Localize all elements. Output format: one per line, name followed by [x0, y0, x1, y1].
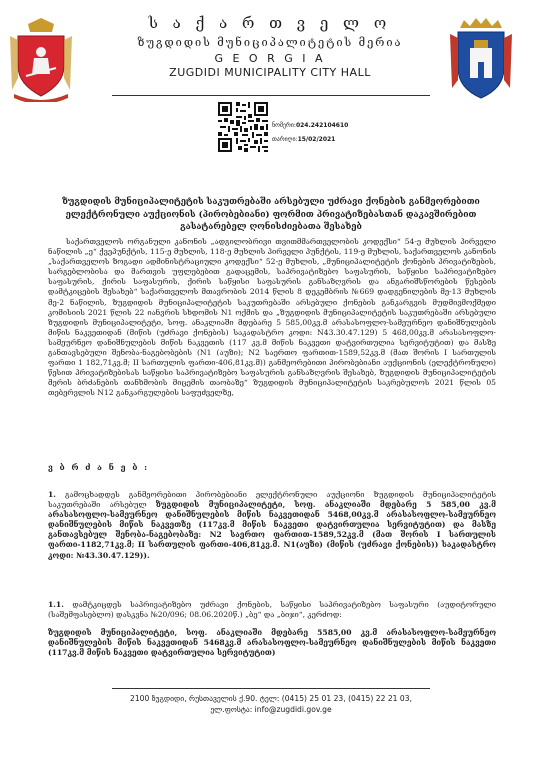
clause-1-1-number: 1.1. [48, 600, 64, 609]
preamble-paragraph: საქართველოს ორგანული კანონის „ადგილობრივი თვითმმართველობის კოდექსი“ 54-ე მუხლის პირველი ნაწილის „ე“ ქვეპუნქტის, 115-ე მუხლის, 118-ე მუხლის პირველი პუნქტის, 119-ე მუხლის, საქართველოს კანონის „საქართველოს ზოგადი ადმინისტრაციული კოდექსი“ 52-ე მუხლის, „მუნიციპალიტეტის ქონების პრივატიზების, სარგებლობისა და მართვის უფლებებით გადაცემის, საპრივატიზებო საფასურის, საწყისი საპრივატიზებო საფასურის, ქირის საფასურის, ქირის საწყისი საფასურის განსაზღვრის და ანგარიშსწორების წესების დამტკიცების შესახებ“ საქართველოს მთავრობის 2014 წლის 8 დეკემბრის №669 დადგენილების მე-13 მუხლის მე-2 ნაწილის, ზუგდიდის მუნიციპალიტეტის საკუთრებაში არსებული ქონების განკარგვის მუდმივმოქმედი კომისიის 2021 წლის 22 იანვრის სხდომის N1 ოქმის და „ზუგდიდის მუნიციპალიტეტის საკუთრებაში არსებული ზუგდიდის მუნიციპალიტეტი, სოფ. ანაკლიაში მდებარე 5 585,00კვ.მ არასასოფლო-სამეურნეო დანიშნულების მიწის ნაკვეთიდან (მიწის (უძრავი ქონების) საკადასტრო კოდი: N43.30.47.129) 5 468,00კვ.მ არასასოფლო-სამეურნეო დანიშნულების მიწის ნაკვეთის (117 კვ.მ მიწის ნაკვეთი დატვირთულია სერვიტუტით) და მასზე განთავსებული შენობა-ნაგებობების (N1 (აუზი); N2 საერთო ფართით-1589,52კვ.მ (მათ შორის I სართულის ფართი 1 182,71კვ.მ; II სართულის ფართი-406,81კვ.მ)) განმეორებითი პირობებიანი აუქციონის (ელექტრონული) წესით პრივატიზებისას საწყისი საპრივატიზებო საფასურის განსაზღვრის შესახებ, ზუგდიდის მუნიციპალიტეტის მერის ბრძანების თანხმობის მიცემის თაობაზე“ ზუგდიდის მუნიციპალიტეტის საკრებულოს 2021 წლის 05 თებერვლის N12 განკარგულების საფუძველზე, [48, 237, 496, 398]
letterhead [0, 0, 542, 105]
clause-1-1-text: დამტკიცდეს საპრივატიზებო უძრავი ქონების, საწყისი საპრივატიზებო საფასური (აუდიტორული (საშემფასებლო) დასკვნა №20/096; 08.06.2020წ.) „ბე“ და „ბიჯი“, კერძოდ: [48, 600, 496, 620]
country-name-ka: ს ა ქ ა რ თ ვ ე ლ ო [148, 14, 392, 32]
clause-1-number: 1. [48, 490, 56, 499]
document-title: ზუგდიდის მუნიციპალიტეტის საკუთრებაში არსებული უძრავი ქონების განმეორებითი ელექტრონული აუქციონის (პირობებიანი) ფორმით პრივატიზებასთან დაკავშირებით გასატარებელ ღონისძიებათა შესახებ [62, 197, 480, 232]
clause-1-text: გამოცხადდეს განმეორებითი პირობებიანი ელექტრონული აუქციონი ზუგდიდის მუნიციპალიტეტის საკუთრებაში არსებულ [48, 490, 496, 510]
order-heading: ვ ბ რ ძ ა ნ ე ბ : [48, 462, 150, 472]
qr-code-icon [218, 102, 268, 152]
property-description: ზუგდიდის მუნიციპალიტეტი, სოფ. ანაკლიაში მდებარე 5585,00 კვ.მ არასასოფლო-სამეურნეო დანიშნულების მიწის ნაკვეთიდან 5468კვ.მ არასასოფლო-სამეურნეო დანიშნულების მიწის ნაკვეთი (117კვ.მ მიწის ნაკვეთი დატვირთულია სერვიტუტით) [48, 628, 496, 658]
org-name-en: ZUGDIDI MUNICIPALITY CITY HALL [169, 66, 371, 79]
document-number [272, 122, 348, 129]
org-name-ka: ზუგდიდის მუნიციპალიტეტის მერია [137, 36, 403, 49]
document-date-label: თარიღი: [272, 136, 298, 143]
footer-address: 2100 ზუგდიდი, რუსთაველის ქ.90. ტელ: (0415) 25 01 23, (0415) 22 21 03, [130, 694, 412, 703]
document-number-value: 024.242104610 [295, 122, 349, 129]
header-divider [112, 95, 430, 96]
footer-divider [112, 688, 430, 689]
document-date-value: 15/02/2021 [297, 136, 336, 143]
georgia-coat-of-arms-icon [10, 18, 72, 102]
document-number-label: ნომერი: [272, 122, 296, 129]
clause-1-1 [48, 600, 496, 620]
document-date [272, 136, 335, 143]
clause-1-property: ზუგდიდის მუნიციპალიტეტი, სოფ. ანაკლიაში მდებარე 5 585,00 კვ.მ არასასოფლო-სამეურნეო დანიშნულების მიწის ნაკვეთიდან 5468,00კვ.მ არასასოფლო-სამეურნეო დანიშნულების მიწის ნაკვეთზე (117კვ.მ მიწის ნაკვეთი დატვირთულია სერვიტუტით) და მასზე განთავსებულ შენობა-ნაგებობაზე: N2 საერთო ფართით-1589,52კვ.მ (მათ შორის I სართულის ფართი-1182,71კვ.მ; II სართულის ფართი-406,81კვ.მ. N1(აუზი) (მიწის (უძრავი ქონების)) საკადასტრო კოდი: №43.30.47.129)). [48, 500, 496, 560]
country-name-en: G E O R G I A [214, 52, 326, 65]
clause-1 [48, 490, 496, 561]
zugdidi-coat-of-arms-icon [448, 18, 514, 102]
footer-email: ელ.ფოსტა: info@zugdidi.gov.ge [210, 705, 332, 714]
